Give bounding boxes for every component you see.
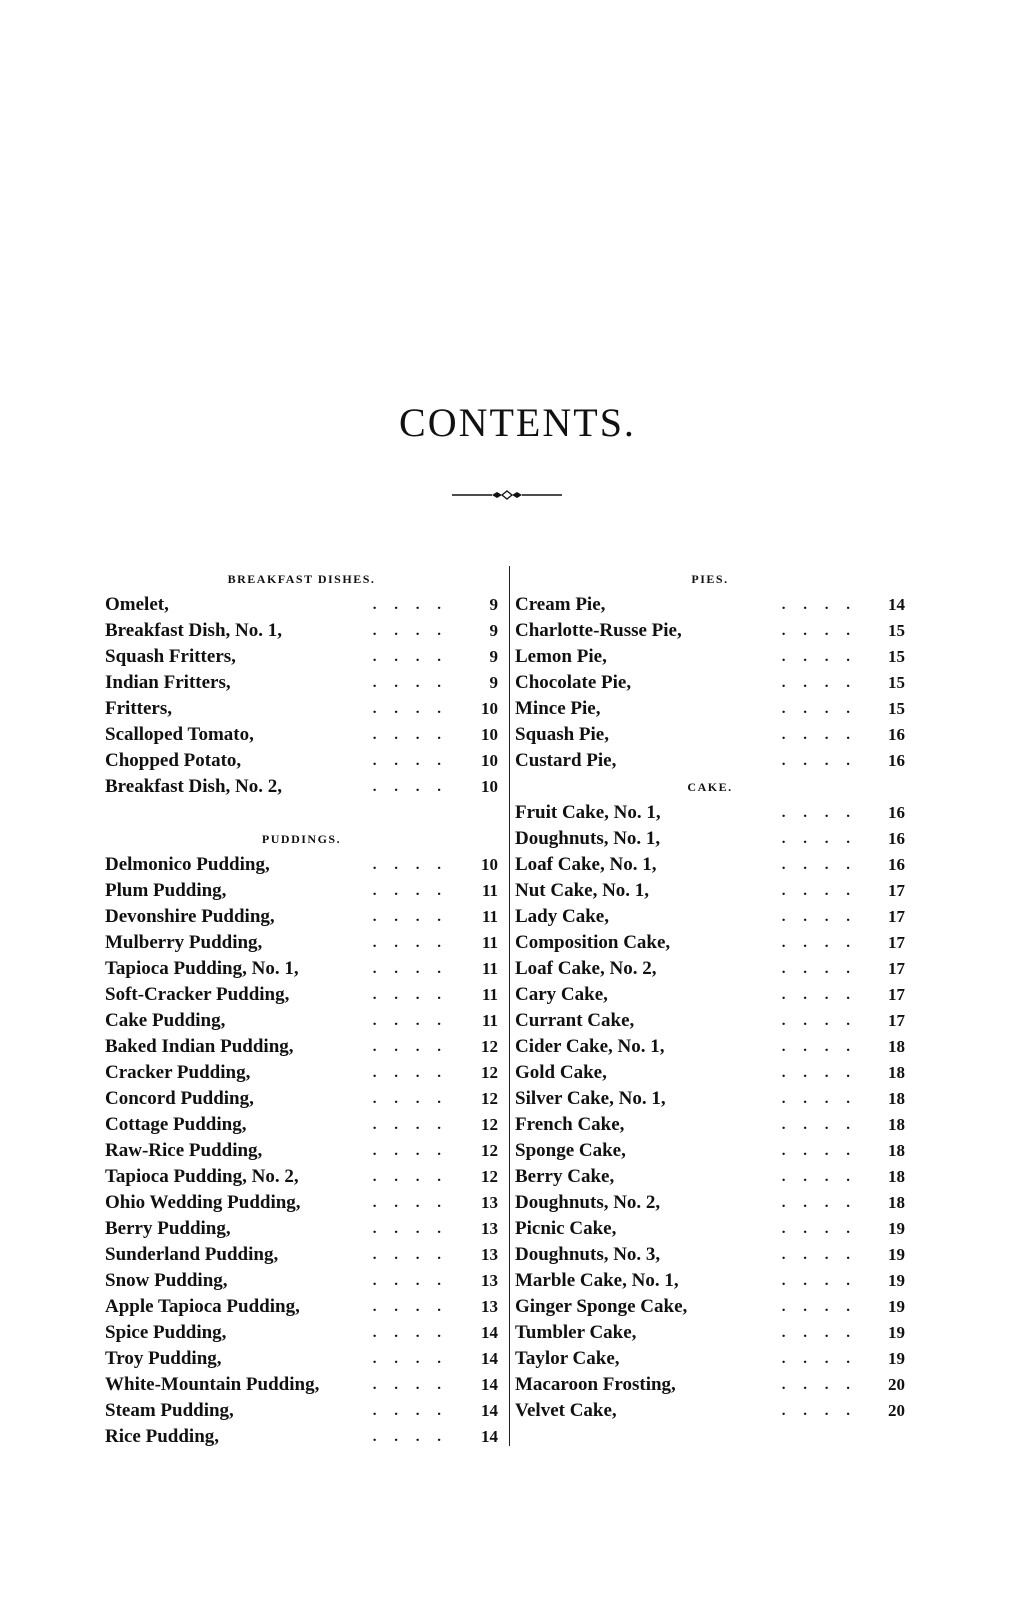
- section-heading-puddings: PUDDINGS.: [261, 832, 342, 846]
- dot-leader: . . . .: [781, 909, 857, 925]
- toc-entry-title: Cream Pie,: [515, 594, 606, 615]
- toc-entry-page-number: 16: [888, 751, 905, 770]
- dot-leader: . . . .: [781, 857, 857, 873]
- toc-entry: [515, 826, 905, 852]
- puddings-list: [105, 852, 498, 1450]
- pies-list: [515, 592, 905, 774]
- toc-entry: [105, 1112, 498, 1138]
- toc-entry-page-number: 16: [888, 803, 905, 822]
- toc-entry-title: Delmonico Pudding,: [105, 854, 270, 875]
- toc-entry-page-number: 11: [481, 933, 498, 952]
- toc-entry-page-number: 12: [481, 1063, 498, 1082]
- section-heading-breakfast-dishes: BREAKFAST DISHES.: [227, 572, 376, 586]
- toc-entry: [515, 956, 905, 982]
- toc-entry: [515, 878, 905, 904]
- dot-leader: . . . .: [372, 1221, 448, 1237]
- toc-entry-title: Breakfast Dish, No. 1,: [105, 620, 282, 641]
- dot-leader: . . . .: [372, 597, 448, 613]
- toc-entry: [515, 1216, 905, 1242]
- toc-entry: [105, 696, 498, 722]
- toc-entry-title: Currant Cake,: [515, 1010, 635, 1031]
- toc-entry-title: Composition Cake,: [515, 932, 671, 953]
- toc-entry-page-number: 17: [888, 1011, 905, 1030]
- toc-entry: [105, 1372, 498, 1398]
- dot-leader: . . . .: [781, 1169, 857, 1185]
- toc-entry: [515, 618, 905, 644]
- toc-entry: [515, 748, 905, 774]
- dot-leader: . . . .: [781, 1143, 857, 1159]
- toc-entry: [515, 982, 905, 1008]
- toc-entry: [515, 644, 905, 670]
- toc-entry-title: Nut Cake, No. 1,: [515, 880, 650, 901]
- toc-entry: [515, 1294, 905, 1320]
- dot-leader: . . . .: [781, 1299, 857, 1315]
- dot-leader: . . . .: [372, 1065, 448, 1081]
- toc-entry-page-number: 18: [888, 1167, 905, 1186]
- rule-with-diamonds-ornament: [452, 485, 562, 505]
- toc-entry: [515, 1372, 905, 1398]
- dot-leader: . . . .: [372, 701, 448, 717]
- toc-entry-page-number: 16: [888, 829, 905, 848]
- toc-entry-page-number: 9: [489, 595, 498, 614]
- toc-entry-page-number: 12: [481, 1141, 498, 1160]
- dot-leader: . . . .: [781, 727, 857, 743]
- dot-leader: . . . .: [781, 935, 857, 951]
- toc-entry: [105, 1060, 498, 1086]
- toc-entry-title: Macaroon Frosting,: [515, 1374, 676, 1395]
- toc-entry-page-number: 13: [481, 1193, 498, 1212]
- toc-entry-title: Squash Fritters,: [105, 646, 236, 667]
- toc-entry: [515, 904, 905, 930]
- toc-entry-page-number: 15: [888, 621, 905, 640]
- dot-leader: . . . .: [372, 909, 448, 925]
- dot-leader: . . . .: [372, 1039, 448, 1055]
- page-title: CONTENTS.: [399, 399, 636, 445]
- toc-entry-title: Squash Pie,: [515, 724, 609, 745]
- toc-entry-title: French Cake,: [515, 1114, 625, 1135]
- toc-entry-title: Sponge Cake,: [515, 1140, 626, 1161]
- toc-entry-title: Berry Pudding,: [105, 1218, 231, 1239]
- toc-entry-page-number: 13: [481, 1297, 498, 1316]
- dot-leader: . . . .: [781, 883, 857, 899]
- toc-entry-page-number: 14: [481, 1375, 498, 1394]
- toc-entry-title: Loaf Cake, No. 2,: [515, 958, 657, 979]
- toc-entry-page-number: 16: [888, 855, 905, 874]
- toc-entry: [515, 1060, 905, 1086]
- dot-leader: . . . .: [372, 675, 448, 691]
- toc-entry: [515, 1268, 905, 1294]
- toc-entry: [515, 592, 905, 618]
- toc-entry-page-number: 20: [888, 1401, 905, 1420]
- toc-entry-title: Raw-Rice Pudding,: [105, 1140, 263, 1161]
- toc-entry: [105, 1294, 498, 1320]
- toc-entry-page-number: 11: [481, 959, 498, 978]
- dot-leader: . . . .: [781, 701, 857, 717]
- dot-leader: . . . .: [372, 1351, 448, 1367]
- dot-leader: . . . .: [781, 1091, 857, 1107]
- toc-entry: [105, 956, 498, 982]
- dot-leader: . . . .: [372, 1403, 448, 1419]
- dot-leader: . . . .: [781, 649, 857, 665]
- toc-entry: [515, 1138, 905, 1164]
- toc-entry-title: Picnic Cake,: [515, 1218, 617, 1239]
- toc-entry: [105, 1008, 498, 1034]
- toc-entry-page-number: 15: [888, 699, 905, 718]
- dot-leader: . . . .: [372, 1299, 448, 1315]
- toc-entry-title: Soft-Cracker Pudding,: [105, 984, 290, 1005]
- toc-entry-title: Fritters,: [105, 698, 172, 719]
- toc-entry-page-number: 17: [888, 933, 905, 952]
- toc-entry-title: Devonshire Pudding,: [105, 906, 275, 927]
- toc-entry-title: Rice Pudding,: [105, 1426, 220, 1447]
- toc-entry-title: Doughnuts, No. 3,: [515, 1244, 661, 1265]
- dot-leader: . . . .: [372, 1429, 448, 1445]
- toc-entry-title: Chocolate Pie,: [515, 672, 632, 693]
- toc-entry-title: Concord Pudding,: [105, 1088, 254, 1109]
- toc-entry-title: Cary Cake,: [515, 984, 608, 1005]
- toc-entry-page-number: 19: [888, 1297, 905, 1316]
- toc-entry: [105, 1320, 498, 1346]
- toc-entry-title: Steam Pudding,: [105, 1400, 234, 1421]
- table-of-contents: [105, 566, 905, 1451]
- toc-entry: [105, 618, 498, 644]
- toc-entry-page-number: 17: [888, 881, 905, 900]
- toc-entry: [105, 1346, 498, 1372]
- dot-leader: . . . .: [781, 1065, 857, 1081]
- toc-entry-title: Lemon Pie,: [515, 646, 607, 667]
- toc-entry-page-number: 10: [481, 725, 498, 744]
- dot-leader: . . . .: [372, 753, 448, 769]
- toc-entry-page-number: 18: [888, 1115, 905, 1134]
- dot-leader: . . . .: [781, 1351, 857, 1367]
- toc-entry-title: Berry Cake,: [515, 1166, 615, 1187]
- toc-entry-page-number: 17: [888, 907, 905, 926]
- toc-entry-title: Indian Fritters,: [105, 672, 231, 693]
- dot-leader: . . . .: [372, 1377, 448, 1393]
- toc-entry-title: Charlotte-Russe Pie,: [515, 620, 682, 641]
- dot-leader: . . . .: [372, 1143, 448, 1159]
- toc-entry: [105, 930, 498, 956]
- toc-entry-page-number: 17: [888, 985, 905, 1004]
- toc-entry-page-number: 9: [489, 621, 498, 640]
- toc-entry-page-number: 14: [481, 1401, 498, 1420]
- dot-leader: . . . .: [372, 1195, 448, 1211]
- toc-entry-page-number: 13: [481, 1271, 498, 1290]
- dot-leader: . . . .: [781, 1325, 857, 1341]
- dot-leader: . . . .: [372, 779, 448, 795]
- toc-entry-title: Breakfast Dish, No. 2,: [105, 776, 282, 797]
- toc-entry-title: Apple Tapioca Pudding,: [105, 1296, 300, 1317]
- toc-entry: [515, 1242, 905, 1268]
- toc-entry: [515, 1034, 905, 1060]
- toc-entry-page-number: 10: [481, 699, 498, 718]
- dot-leader: . . . .: [781, 1221, 857, 1237]
- toc-entry-title: Baked Indian Pudding,: [105, 1036, 294, 1057]
- toc-entry-page-number: 19: [888, 1271, 905, 1290]
- dot-leader: . . . .: [781, 623, 857, 639]
- toc-entry-title: Mulberry Pudding,: [105, 932, 263, 953]
- toc-entry-page-number: 14: [481, 1427, 498, 1446]
- toc-entry-title: Doughnuts, No. 2,: [515, 1192, 661, 1213]
- toc-entry: [515, 1008, 905, 1034]
- dot-leader: . . . .: [372, 1169, 448, 1185]
- toc-entry-title: Lady Cake,: [515, 906, 609, 927]
- toc-entry-title: Omelet,: [105, 594, 169, 615]
- toc-entry: [105, 1424, 498, 1450]
- toc-entry: [515, 722, 905, 748]
- toc-entry: [515, 1112, 905, 1138]
- toc-entry: [105, 1034, 498, 1060]
- toc-entry: [515, 696, 905, 722]
- toc-entry-page-number: 18: [888, 1063, 905, 1082]
- toc-entry-page-number: 10: [481, 751, 498, 770]
- dot-leader: . . . .: [781, 1273, 857, 1289]
- dot-leader: . . . .: [372, 1273, 448, 1289]
- toc-entry-title: Gold Cake,: [515, 1062, 607, 1083]
- toc-entry-title: Tumbler Cake,: [515, 1322, 637, 1343]
- dot-leader: . . . .: [781, 1403, 857, 1419]
- toc-entry-page-number: 17: [888, 959, 905, 978]
- toc-entry: [105, 722, 498, 748]
- dot-leader: . . . .: [781, 805, 857, 821]
- toc-entry-page-number: 11: [481, 1011, 498, 1030]
- toc-entry-page-number: 14: [888, 595, 905, 614]
- toc-entry-page-number: 9: [489, 673, 498, 692]
- dot-leader: . . . .: [372, 883, 448, 899]
- toc-entry-title: Cider Cake, No. 1,: [515, 1036, 665, 1057]
- toc-entry-page-number: 12: [481, 1037, 498, 1056]
- dot-leader: . . . .: [781, 961, 857, 977]
- toc-entry: [105, 982, 498, 1008]
- toc-entry: [105, 774, 498, 800]
- toc-entry: [515, 1398, 905, 1424]
- toc-entry-title: Plum Pudding,: [105, 880, 227, 901]
- toc-entry: [515, 800, 905, 826]
- toc-entry-page-number: 18: [888, 1193, 905, 1212]
- toc-entry-page-number: 19: [888, 1323, 905, 1342]
- toc-entry-page-number: 13: [481, 1245, 498, 1264]
- toc-entry-title: Velvet Cake,: [515, 1400, 617, 1421]
- dot-leader: . . . .: [372, 1091, 448, 1107]
- toc-entry: [515, 852, 905, 878]
- toc-entry: [105, 1242, 498, 1268]
- toc-entry-page-number: 16: [888, 725, 905, 744]
- toc-entry-title: Doughnuts, No. 1,: [515, 828, 661, 849]
- toc-entry-title: Silver Cake, No. 1,: [515, 1088, 666, 1109]
- toc-entry-title: Scalloped Tomato,: [105, 724, 254, 745]
- toc-entry: [105, 592, 498, 618]
- dot-leader: . . . .: [781, 597, 857, 613]
- toc-entry: [105, 670, 498, 696]
- dot-leader: . . . .: [781, 987, 857, 1003]
- dot-leader: . . . .: [372, 1325, 448, 1341]
- toc-entry: [515, 1086, 905, 1112]
- toc-entry-page-number: 11: [481, 907, 498, 926]
- toc-entry-title: Cake Pudding,: [105, 1010, 226, 1031]
- toc-entry-page-number: 10: [481, 855, 498, 874]
- dot-leader: . . . .: [781, 831, 857, 847]
- dot-leader: . . . .: [781, 753, 857, 769]
- toc-entry-page-number: 12: [481, 1089, 498, 1108]
- dot-leader: . . . .: [781, 1039, 857, 1055]
- toc-entry-title: Spice Pudding,: [105, 1322, 227, 1343]
- toc-entry: [105, 1086, 498, 1112]
- dot-leader: . . . .: [372, 935, 448, 951]
- toc-entry: [515, 1164, 905, 1190]
- dot-leader: . . . .: [781, 1013, 857, 1029]
- toc-entry: [105, 1138, 498, 1164]
- toc-entry-title: Marble Cake, No. 1,: [515, 1270, 679, 1291]
- dot-leader: . . . .: [781, 675, 857, 691]
- toc-entry-page-number: 10: [481, 777, 498, 796]
- toc-entry-page-number: 11: [481, 881, 498, 900]
- toc-entry-page-number: 20: [888, 1375, 905, 1394]
- column-divider: [509, 566, 510, 1446]
- cake-list: [515, 800, 905, 1424]
- toc-right-column: [515, 566, 905, 1424]
- dot-leader: . . . .: [372, 961, 448, 977]
- toc-entry-page-number: 15: [888, 647, 905, 666]
- toc-entry-title: Sunderland Pudding,: [105, 1244, 279, 1265]
- toc-entry-title: Loaf Cake, No. 1,: [515, 854, 657, 875]
- toc-entry: [515, 670, 905, 696]
- toc-entry-page-number: 19: [888, 1349, 905, 1368]
- toc-entry-title: Cottage Pudding,: [105, 1114, 247, 1135]
- toc-entry-title: Tapioca Pudding, No. 1,: [105, 958, 299, 979]
- dot-leader: . . . .: [372, 857, 448, 873]
- toc-entry-title: Troy Pudding,: [105, 1348, 222, 1369]
- toc-entry-page-number: 15: [888, 673, 905, 692]
- toc-entry: [105, 904, 498, 930]
- toc-entry-page-number: 14: [481, 1323, 498, 1342]
- dot-leader: . . . .: [372, 1117, 448, 1133]
- toc-entry-title: Fruit Cake, No. 1,: [515, 802, 661, 823]
- toc-entry-page-number: 12: [481, 1167, 498, 1186]
- toc-left-column: [105, 566, 498, 1450]
- dot-leader: . . . .: [372, 649, 448, 665]
- section-heading-pies: PIES.: [691, 572, 729, 586]
- toc-entry-title: Custard Pie,: [515, 750, 617, 771]
- toc-entry: [515, 1320, 905, 1346]
- dot-leader: . . . .: [372, 1247, 448, 1263]
- toc-entry: [105, 878, 498, 904]
- toc-entry-page-number: 9: [489, 647, 498, 666]
- toc-entry-page-number: 19: [888, 1245, 905, 1264]
- toc-entry-page-number: 19: [888, 1219, 905, 1238]
- toc-entry: [515, 930, 905, 956]
- toc-entry: [105, 1164, 498, 1190]
- toc-entry-title: White-Mountain Pudding,: [105, 1374, 320, 1395]
- toc-entry-title: Tapioca Pudding, No. 2,: [105, 1166, 299, 1187]
- toc-entry: [105, 1190, 498, 1216]
- toc-entry-page-number: 18: [888, 1037, 905, 1056]
- toc-entry-page-number: 13: [481, 1219, 498, 1238]
- dot-leader: . . . .: [781, 1195, 857, 1211]
- breakfast-dishes-list: [105, 592, 498, 800]
- toc-entry: [515, 1190, 905, 1216]
- dot-leader: . . . .: [372, 727, 448, 743]
- dot-leader: . . . .: [781, 1117, 857, 1133]
- dot-leader: . . . .: [781, 1247, 857, 1263]
- toc-entry-title: Taylor Cake,: [515, 1348, 620, 1369]
- toc-entry-page-number: 12: [481, 1115, 498, 1134]
- dot-leader: . . . .: [372, 987, 448, 1003]
- toc-entry-title: Ohio Wedding Pudding,: [105, 1192, 301, 1213]
- toc-entry: [105, 852, 498, 878]
- toc-entry-page-number: 18: [888, 1141, 905, 1160]
- toc-entry: [105, 644, 498, 670]
- toc-entry: [105, 1398, 498, 1424]
- toc-entry: [105, 1216, 498, 1242]
- toc-entry-title: Snow Pudding,: [105, 1270, 228, 1291]
- dot-leader: . . . .: [781, 1377, 857, 1393]
- dot-leader: . . . .: [372, 1013, 448, 1029]
- toc-entry: [105, 1268, 498, 1294]
- toc-entry: [105, 748, 498, 774]
- toc-entry-page-number: 18: [888, 1089, 905, 1108]
- toc-entry-title: Ginger Sponge Cake,: [515, 1296, 688, 1317]
- section-heading-cake: CAKE.: [687, 780, 733, 794]
- toc-entry-title: Chopped Potato,: [105, 750, 242, 771]
- toc-entry: [515, 1346, 905, 1372]
- toc-entry-page-number: 11: [481, 985, 498, 1004]
- toc-entry-title: Mince Pie,: [515, 698, 601, 719]
- toc-entry-title: Cracker Pudding,: [105, 1062, 251, 1083]
- dot-leader: . . . .: [372, 623, 448, 639]
- toc-entry-page-number: 14: [481, 1349, 498, 1368]
